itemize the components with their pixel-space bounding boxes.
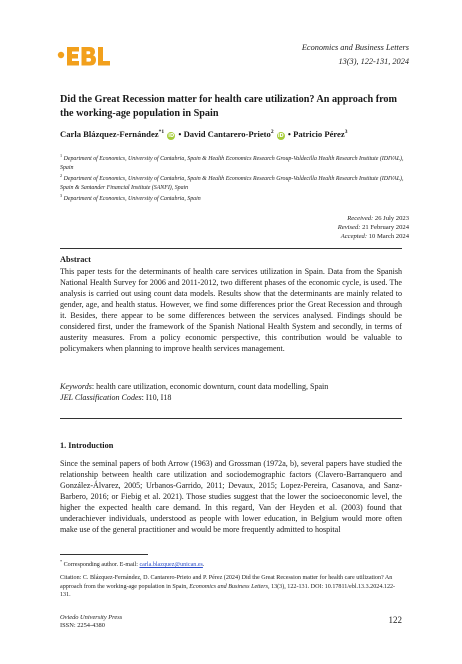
keywords-line: [60, 381, 402, 392]
date-value: 21 February 2024: [362, 224, 409, 232]
author-name: Patricio Pérez: [293, 128, 345, 139]
jel-line: [60, 392, 402, 403]
keywords-text: : health care utilization, economic downturn, count data modelling, Spain: [91, 382, 329, 391]
page-number: 122: [388, 615, 402, 625]
date-label: Received:: [347, 215, 374, 222]
journal-issue: 13(3), 122-131, 2024: [338, 57, 409, 66]
keywords-block: [60, 381, 402, 403]
footnote-text: Corresponding author. E-mail:: [62, 562, 140, 569]
affiliation-number: 3: [60, 193, 63, 199]
jel-codes: : I10, I18: [141, 393, 172, 402]
issn: ISSN: 2254-4380: [60, 622, 105, 629]
abstract-text: This paper tests for the determinants of health care services utilization in Spain. Data from the Spanish National Health Survey for 2006 and 2011-2012, two different phases of the economic cycle, is used. The analysis is carried out using count data models. Results show that the determinants are mainly related to gender, age, and health status. However, we find some differences prior the Great Recession and through it. Besides, there appear to be some differences between the services analysed. Findings should be considered first, under the framework of the Spanish National Health System and secondly, in terms of austerity measures. From a policy economic perspective, this contribution would be valuable to policymakers when planning to improve health services management.: [60, 267, 402, 353]
article-dates: [338, 214, 409, 242]
date-accepted: [338, 232, 409, 241]
section-heading-introduction: 1. Introduction: [60, 441, 114, 450]
author-separator: •: [287, 128, 291, 139]
author-superscript: 3: [344, 129, 348, 135]
article-title: Did the Great Recession matter for health care utilization? An approach from the working-age population in Spain: [60, 94, 398, 119]
affiliations: [60, 152, 410, 204]
affiliation: [60, 172, 410, 192]
corresponding-author-footnote: [60, 558, 402, 570]
journal-info: [302, 41, 409, 69]
author-superscript: 2: [270, 129, 274, 135]
citation: [60, 574, 402, 600]
footnote-end: .: [202, 562, 205, 569]
author-list: [60, 126, 410, 140]
affiliation: [60, 192, 410, 204]
ebl-logo: [57, 44, 111, 70]
orcid-icon[interactable]: iD: [168, 132, 175, 139]
date-value: 26 July 2023: [374, 215, 409, 222]
abstract-heading: Abstract: [60, 255, 91, 264]
citation-journal: Economics and Business Letters: [189, 583, 269, 590]
abstract-top-rule: [60, 248, 402, 249]
abstract-bottom-rule: [60, 418, 402, 419]
introduction-text: Since the seminal papers of both Arrow (1963) and Grossman (1972a, b), several papers have studied the relationship between health care utilization and sociodemographic factors (Clavero-Barranquero and González-Álvarez, 2005; Urbanos-Garrido, 2011; Devaux, 2015; Lopez-Pereira, Casanova, and Sanz-Barbero, 2016; or Fiebig et al. 2021). Those studies suggest that the lower the socioeconomic level, the higher the expected health care demand. In this regard, Van der Heyden et al. (2003) found that underachiever individuals, understood as people with lower education, in Belgium would more often make use of the general practitioner and would be more frequently admitted to hospital: [60, 459, 402, 534]
citation-doi: , 13(3), 122-131. DOI: 10.17811/ebl.13.3.2024.122-131.: [60, 583, 396, 598]
affiliation: [60, 152, 410, 172]
publisher: Oviedo University Press: [60, 614, 123, 621]
jel-label: JEL Classification Codes: [60, 393, 142, 402]
date-label: Accepted:: [340, 233, 368, 241]
affiliation-number: 1: [60, 153, 63, 158]
date-received: [338, 214, 409, 223]
author-separator: •: [178, 128, 182, 139]
affiliation-text: Department of Economics, University of Cantabria, Spain: [63, 196, 201, 203]
affiliation-number: 2: [60, 173, 63, 179]
date-value: 10 March 2024: [368, 233, 409, 241]
date-revised: [338, 223, 409, 232]
author-name: David Cantarero-Prieto: [183, 128, 271, 139]
page-footer: [60, 614, 402, 634]
citation-text: Citation: C. Blázquez-Fernández, D. Cantarero-Prieto and P. Pérez (2024) Did the Great Recession matter for health care utilization? An approach from the working-age population in Spain,: [60, 575, 393, 590]
author-name: Carla Blázquez-Fernández: [60, 128, 159, 139]
author-superscript: *1: [158, 129, 165, 135]
keywords-label: Keywords: [60, 382, 92, 391]
affiliation-text: Department of Economics, University of Cantabria, Spain & Health Economics Research Group-Valdecilla Health Research Institute (IDIVAL), Spain: [60, 155, 404, 171]
footnote-rule: [60, 554, 148, 555]
email-link[interactable]: carla.blazquez@unican.es: [139, 562, 203, 569]
orcid-icon[interactable]: iD: [277, 132, 284, 139]
footnote-marker: *: [60, 559, 63, 564]
date-label: Revised:: [337, 224, 361, 232]
journal-name: Economics and Business Letters: [301, 43, 409, 52]
affiliation-text: Department of Economics, University of Cantabria, Spain & Health Economics Research Group-Valdecilla Health Research Institute (IDIVAL), Spain & Santander Financial Institute (SANFI), Spain: [60, 176, 404, 191]
